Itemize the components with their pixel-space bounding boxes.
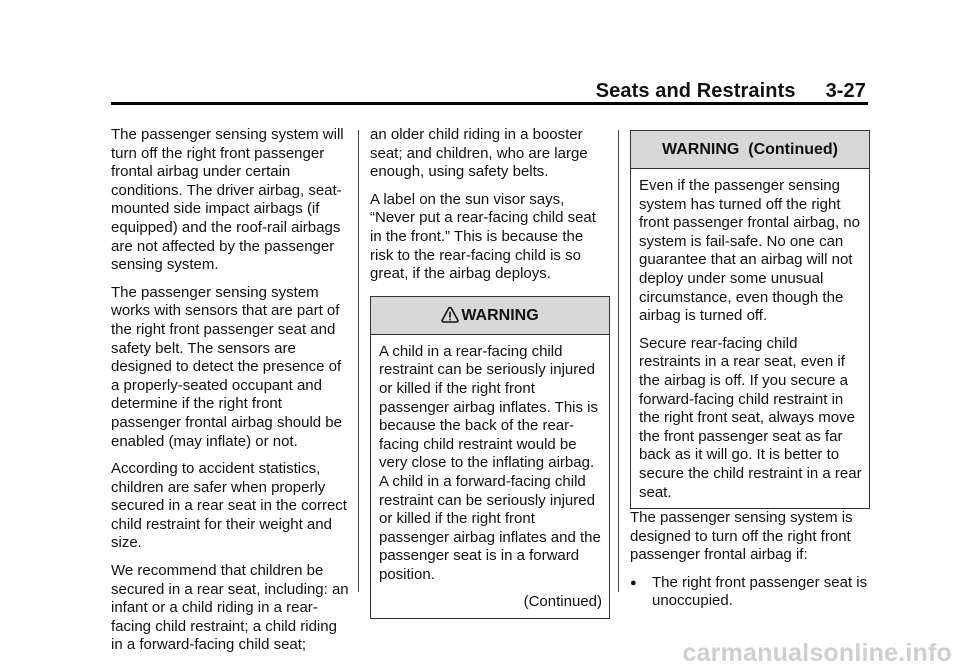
continued-label: (Continued) [523, 593, 602, 611]
warning-text: Even if the passenger sensing system has turned off the right front passenger frontal airbag, no system is fail-safe. No one can guarantee that an airbag will not deploy under some unusual circumstance, even though the airbag is turned off. [639, 177, 860, 325]
column-divider-2 [618, 130, 619, 592]
warning-header [371, 297, 609, 335]
bullet-list [630, 574, 870, 611]
paragraph: A label on the sun visor says, “Never put a rear-facing child seat in the front.” This is because the risk to the rear-facing child is so great, if the airbag deploys. [370, 190, 596, 283]
column-1 [111, 126, 349, 664]
bullet-icon: ● [630, 576, 637, 589]
column-2 [370, 126, 610, 619]
paragraph: We recommend that children be secured in a rear seat, including: an infant or a child riding in a rear-facing child restraint; a child riding in a forward-facing child seat; [111, 562, 349, 654]
paragraph: The passenger sensing system works with sensors that are part of the right front passenger seat and safety belt. The sensors are designed to detect the presence of a properly-seated occupant and determine if the right front passenger frontal airbag should be enabled (may inflate) or not. [111, 283, 342, 450]
warning-text: Secure rear-facing child restraints in a rear seat, even if the airbag is off. If you secure a forward-facing child restraint in the right front seat, always move the front passenger seat as far back as it will go. It is better to secure the child restraint in a rear seat. [639, 334, 862, 501]
warning-icon [441, 301, 459, 338]
column-3 [630, 130, 870, 611]
page-header [596, 80, 866, 103]
warning-header-continued [631, 131, 869, 169]
bullet-text: The right front passenger seat is unoccupied. [652, 573, 868, 610]
paragraph: an older child riding in a booster seat; and children, who are large enough, using safety belts. [370, 126, 588, 181]
warning-text: A child in a rear-facing child restraint can be seriously injured or killed if the right front passenger airbag inflates. This is because the back of the rear-facing child restraint would be very close to the inflating airbag. A child in a forward-facing child restraint can be seriously injured or killed if the right front passenger airbag inflates and the passenger seat is in a forward position. [379, 342, 601, 583]
warning-title: WARNING [461, 306, 539, 324]
warning-body [371, 335, 609, 618]
warning-body [631, 169, 869, 508]
header-rule [111, 102, 868, 105]
warning-box-continued [630, 130, 870, 509]
paragraph: The passenger sensing system is designed to turn off the right front passenger frontal airbag if: [630, 509, 853, 564]
page-number: 3-27 [825, 80, 866, 102]
section-title: Seats and Restraints [595, 80, 796, 102]
list-item [630, 574, 870, 611]
column-divider-1 [358, 130, 359, 592]
paragraph: According to accident statistics, children are safer when properly secured in a rear seat in the correct child restraint for their weight and size. [111, 460, 347, 552]
paragraph: The passenger sensing system will turn off the right front passenger frontal airbag under certain conditions. The driver airbag, seat-mounted side impact airbags (if equipped) and the roof-rail airbags are not affected by the passenger sensing system. [111, 126, 344, 274]
warning-title: WARNING (Continued) [662, 141, 838, 158]
warning-box [370, 296, 610, 619]
watermark: carmanualsonline.info [682, 639, 952, 667]
